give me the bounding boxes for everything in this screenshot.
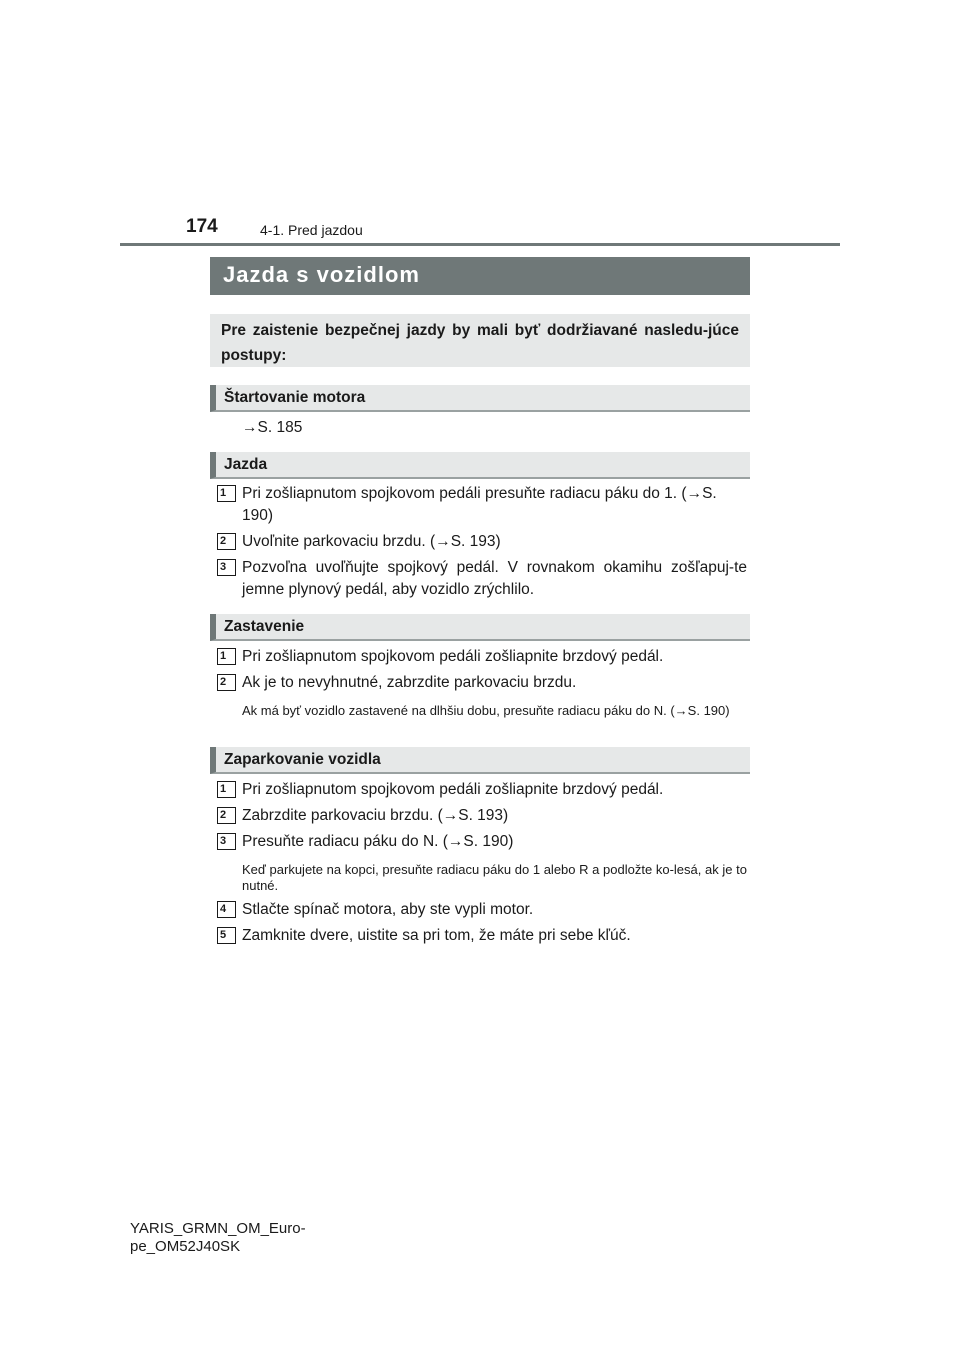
- step-number-box: 1: [217, 648, 236, 665]
- header-rule: [120, 243, 840, 246]
- step-number-box: 4: [217, 901, 236, 918]
- step-number-box: 2: [217, 807, 236, 824]
- heading-stopping: Zastavenie: [210, 614, 750, 641]
- page-title: Jazda s vozidlom: [210, 257, 750, 295]
- step-text: Zabrzdite parkovaciu brzdu. (→S. 193): [242, 807, 509, 824]
- step-text: Pri zošliapnutom spojkovom pedáli presuňte radiacu páku do 1. (→S. 190): [242, 485, 717, 524]
- heading-driving: Jazda: [210, 452, 750, 479]
- step-number-box: 2: [217, 533, 236, 550]
- note-text: Keď parkujete na kopci, presuňte radiacu páku do 1 alebo R a podložte ko-lesá, ak je to nutné.: [242, 862, 747, 893]
- heading-parking: Zaparkovanie vozidla: [210, 747, 750, 774]
- intro-box: Pre zaistenie bezpečnej jazdy by mali byť dodržiavané nasledu-júce postupy:: [210, 314, 750, 367]
- footer-document-id: YARIS_GRMN_OM_Euro- pe_OM52J40SK: [130, 1220, 306, 1255]
- step-text: Zamknite dvere, uistite sa pri tom, že máte pri sebe kľúč.: [242, 927, 631, 944]
- step-text: Stlačte spínač motora, aby ste vypli motor.: [242, 901, 534, 918]
- step-number-box: 3: [217, 559, 236, 576]
- step-text: Pri zošliapnutom spojkovom pedáli zošliapnite brzdový pedál.: [242, 648, 664, 665]
- note-text: Ak má byť vozidlo zastavené na dlhšiu dobu, presuňte radiacu páku do N. (→S. 190): [242, 703, 730, 718]
- section-reference: 4-1. Pred jazdou: [260, 222, 363, 238]
- step-text: Uvoľnite parkovaciu brzdu. (→S. 193): [242, 533, 501, 550]
- step-text: Presuňte radiacu páku do N. (→S. 190): [242, 833, 514, 850]
- step-text: Ak je to nevyhnutné, zabrzdite parkovaciu brzdu.: [242, 674, 577, 691]
- step-number-box: 1: [217, 781, 236, 798]
- step-text: Pozvoľna uvoľňujte spojkový pedál. V rovnakom okamihu zošľapuj-te jemne plynový pedál, aby vozidlo zrýchlilo.: [242, 559, 747, 598]
- step-number-box: 2: [217, 674, 236, 691]
- step-number-box: 3: [217, 833, 236, 850]
- heading-starting-engine: Štartovanie motora: [210, 385, 750, 412]
- step-number-box: 1: [217, 485, 236, 502]
- cross-reference-link[interactable]: →S. 185: [242, 419, 303, 436]
- step-text: Pri zošliapnutom spojkovom pedáli zošliapnite brzdový pedál.: [242, 781, 664, 798]
- page-number: 174: [186, 216, 218, 237]
- step-number-box: 5: [217, 927, 236, 944]
